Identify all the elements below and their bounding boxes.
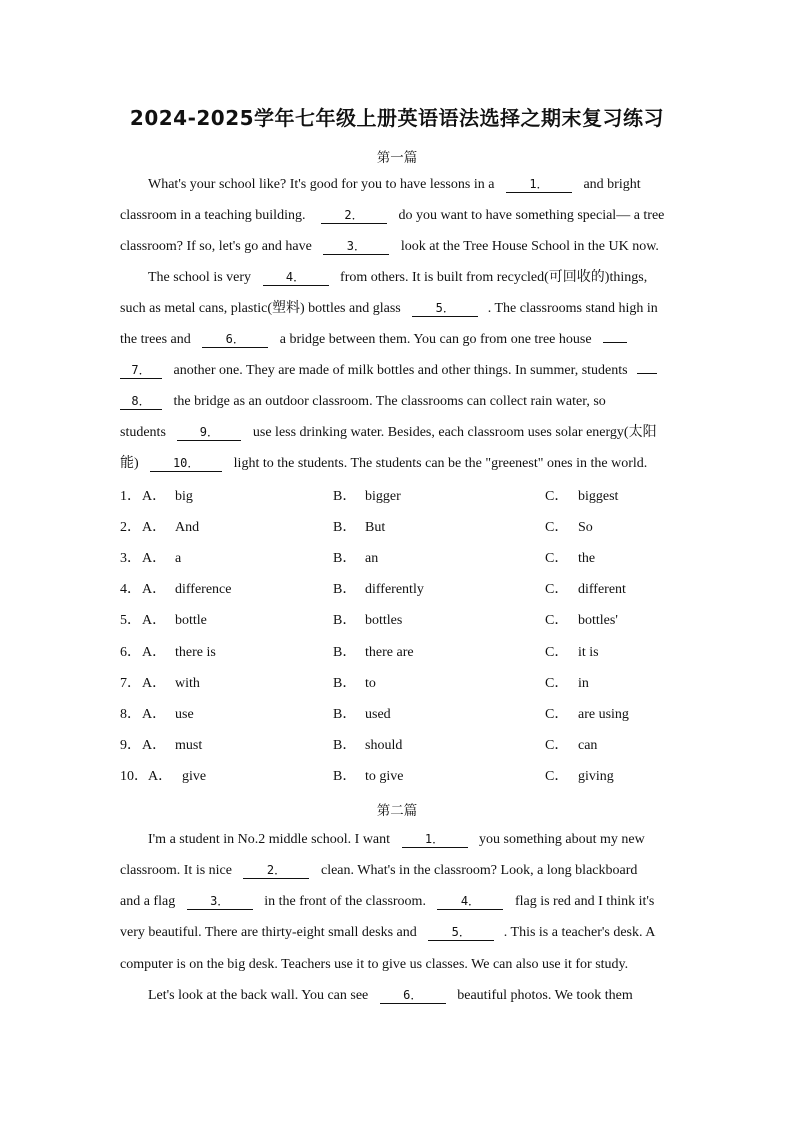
passage1-line xyxy=(120,423,676,443)
blank-3: 3． xyxy=(323,238,389,255)
option-a[interactable]: difference xyxy=(175,582,232,597)
option-row xyxy=(120,580,680,600)
option-c-label: C． xyxy=(545,707,569,722)
text: 能) xyxy=(120,456,139,471)
text: such as metal cans, plastic(塑料) bottles and glass xyxy=(120,301,401,316)
option-b-label: B． xyxy=(333,551,357,566)
option-c-label: C． xyxy=(545,551,569,566)
option-b-label: B． xyxy=(333,769,357,784)
text: classroom? If so, let's go and have xyxy=(120,239,312,254)
option-a[interactable]: a xyxy=(175,551,182,566)
option-a-label: A． xyxy=(142,645,167,660)
text: do you want to have something special— a tree xyxy=(398,208,665,223)
option-a[interactable]: big xyxy=(175,489,193,504)
option-a[interactable]: give xyxy=(182,769,207,784)
blank-7: 7． xyxy=(120,362,162,379)
option-a-label: A． xyxy=(142,520,167,535)
option-row xyxy=(120,487,680,507)
option-c-label: C． xyxy=(545,676,569,691)
option-c[interactable]: So xyxy=(578,520,593,535)
page-title: 2024-2025学年七年级上册英语语法选择之期末复习练习 xyxy=(129,106,665,130)
option-b-label: B． xyxy=(333,520,357,535)
option-b[interactable]: to xyxy=(365,676,376,691)
passage2-line xyxy=(120,892,676,912)
option-c[interactable]: the xyxy=(578,551,596,566)
blank-p2-2: 2． xyxy=(243,862,309,879)
blank-p2-4: 4． xyxy=(437,893,503,910)
passage1-line xyxy=(120,454,676,474)
option-c[interactable]: giving xyxy=(578,769,614,784)
option-a[interactable]: with xyxy=(175,676,200,691)
passage1-line xyxy=(120,206,676,226)
blank-p2-3: 3． xyxy=(187,893,253,910)
text: What's your school like? It's good for you to have lessons in a xyxy=(148,177,495,192)
text: another one. They are made of milk bottles and other things. In summer, students xyxy=(173,363,628,378)
option-a[interactable]: there is xyxy=(175,645,216,660)
option-b-label: B． xyxy=(333,613,357,628)
option-c-label: C． xyxy=(545,645,569,660)
passage1-line xyxy=(120,330,676,350)
text: in the front of the classroom. xyxy=(264,894,426,909)
text: beautiful photos. We took them xyxy=(457,988,633,1003)
option-c[interactable]: different xyxy=(578,582,626,597)
option-b-label: B． xyxy=(333,738,357,753)
option-c[interactable]: biggest xyxy=(578,489,619,504)
option-b[interactable]: there are xyxy=(365,645,414,660)
text: from others. It is built from recycled(可回收的)things, xyxy=(340,270,648,285)
option-a-label: A． xyxy=(142,489,167,504)
option-a[interactable]: must xyxy=(175,738,203,753)
blank-p2-5: 5． xyxy=(428,924,494,941)
option-a[interactable]: use xyxy=(175,707,194,722)
text: . The classrooms stand high in xyxy=(487,301,658,316)
option-b[interactable]: to give xyxy=(365,769,404,784)
option-row xyxy=(120,643,680,663)
passage1-line xyxy=(148,175,676,195)
text: very beautiful. There are thirty-eight small desks and xyxy=(120,925,417,940)
text: I'm a student in No.2 middle school. I want xyxy=(148,832,391,847)
option-b-label: B． xyxy=(333,582,357,597)
text: classroom. It is nice xyxy=(120,863,232,878)
passage1-line xyxy=(120,361,676,381)
option-b-label: B． xyxy=(333,676,357,691)
text: students xyxy=(120,425,166,440)
option-c[interactable]: in xyxy=(578,676,589,691)
option-row xyxy=(120,674,680,694)
option-a-label: A． xyxy=(142,676,167,691)
passage2-line xyxy=(120,861,676,881)
option-a-label: A． xyxy=(142,551,167,566)
blank-4: 4． xyxy=(263,269,329,286)
option-c-label: C． xyxy=(545,613,569,628)
question-number: 7． xyxy=(120,676,141,691)
option-c-label: C． xyxy=(545,738,569,753)
question-number: 4． xyxy=(120,582,141,597)
option-b-label: B． xyxy=(333,489,357,504)
option-a[interactable]: bottle xyxy=(175,613,207,628)
section-heading-1: 第一篇 xyxy=(376,150,418,166)
section-heading-2: 第二篇 xyxy=(376,803,418,819)
text: use less drinking water. Besides, each classroom uses solar energy(太阳 xyxy=(252,425,657,440)
text: . This is a teacher's desk. A xyxy=(503,925,656,940)
blank-p2-1: 1． xyxy=(402,831,468,848)
option-a-label: A． xyxy=(148,769,173,784)
blank-6: 6． xyxy=(202,331,268,348)
blank-8-start xyxy=(637,373,657,374)
option-c-label: C． xyxy=(545,769,569,784)
blank-5: 5． xyxy=(412,300,478,317)
text: and bright xyxy=(583,177,641,192)
option-c[interactable]: it is xyxy=(578,645,599,660)
text: Let's look at the back wall. You can see xyxy=(148,988,369,1003)
text: and a flag xyxy=(120,894,176,909)
text: clean. What's in the classroom? Look, a long blackboard xyxy=(320,863,638,878)
passage2-line xyxy=(148,986,676,1006)
passage1-line xyxy=(120,392,676,412)
text: look at the Tree House School in the UK now. xyxy=(400,239,659,254)
blank-7-start xyxy=(603,342,627,343)
question-number: 2． xyxy=(120,520,141,535)
passage2-line xyxy=(120,923,676,943)
blank-1: 1． xyxy=(506,176,572,193)
option-b[interactable]: But xyxy=(365,520,386,535)
option-b[interactable]: should xyxy=(365,738,403,753)
question-number: 8． xyxy=(120,707,141,722)
option-a-label: A． xyxy=(142,582,167,597)
text: the trees and xyxy=(120,332,191,347)
passage1-line xyxy=(120,237,676,257)
option-c[interactable]: can xyxy=(578,738,598,753)
option-a[interactable]: And xyxy=(175,520,200,535)
text: flag is red and I think it's xyxy=(514,894,655,909)
blank-p2-6: 6． xyxy=(380,987,446,1004)
option-b-label: B． xyxy=(333,707,357,722)
blank-2: 2． xyxy=(321,207,387,224)
option-c-label: C． xyxy=(545,489,569,504)
option-row xyxy=(120,767,680,787)
option-a-label: A． xyxy=(142,613,167,628)
blank-9: 9． xyxy=(177,424,241,441)
option-row xyxy=(120,736,680,756)
text: The school is very xyxy=(148,270,252,285)
option-c-label: C． xyxy=(545,582,569,597)
question-number: 5． xyxy=(120,613,141,628)
text: computer is on the big desk. Teachers use it to give us classes. We can also use it for study. xyxy=(120,957,629,972)
option-b-label: B． xyxy=(333,645,357,660)
text: you something about my new xyxy=(479,832,645,847)
question-number: 9． xyxy=(120,738,141,753)
blank-10: 10． xyxy=(150,455,222,472)
option-row xyxy=(120,705,680,725)
option-c[interactable]: bottles' xyxy=(578,613,618,628)
option-b[interactable]: an xyxy=(365,551,379,566)
option-c[interactable]: are using xyxy=(578,707,629,722)
passage2-line xyxy=(120,955,676,975)
option-b[interactable]: differently xyxy=(365,582,424,597)
option-a-label: A． xyxy=(142,738,167,753)
passage1-line xyxy=(148,268,676,288)
text: the bridge as an outdoor classroom. The classrooms can collect rain water, so xyxy=(173,394,606,409)
option-row xyxy=(120,549,680,569)
question-number: 6． xyxy=(120,645,141,660)
passage2-line xyxy=(148,830,676,850)
option-row xyxy=(120,611,680,631)
passage1-line xyxy=(120,299,676,319)
option-b[interactable]: bigger xyxy=(365,489,401,504)
text: light to the students. The students can be the "greenest" ones in the world. xyxy=(233,456,648,471)
text: classroom in a teaching building. xyxy=(120,208,306,223)
option-b[interactable]: bottles xyxy=(365,613,403,628)
question-number: 1． xyxy=(120,489,141,504)
option-c-label: C． xyxy=(545,520,569,535)
option-row xyxy=(120,518,680,538)
text: a bridge between them. You can go from one tree house xyxy=(279,332,592,347)
option-a-label: A． xyxy=(142,707,167,722)
blank-8: 8． xyxy=(120,393,162,410)
question-number: 10． xyxy=(120,769,148,784)
option-b[interactable]: used xyxy=(365,707,391,722)
question-number: 3． xyxy=(120,551,141,566)
